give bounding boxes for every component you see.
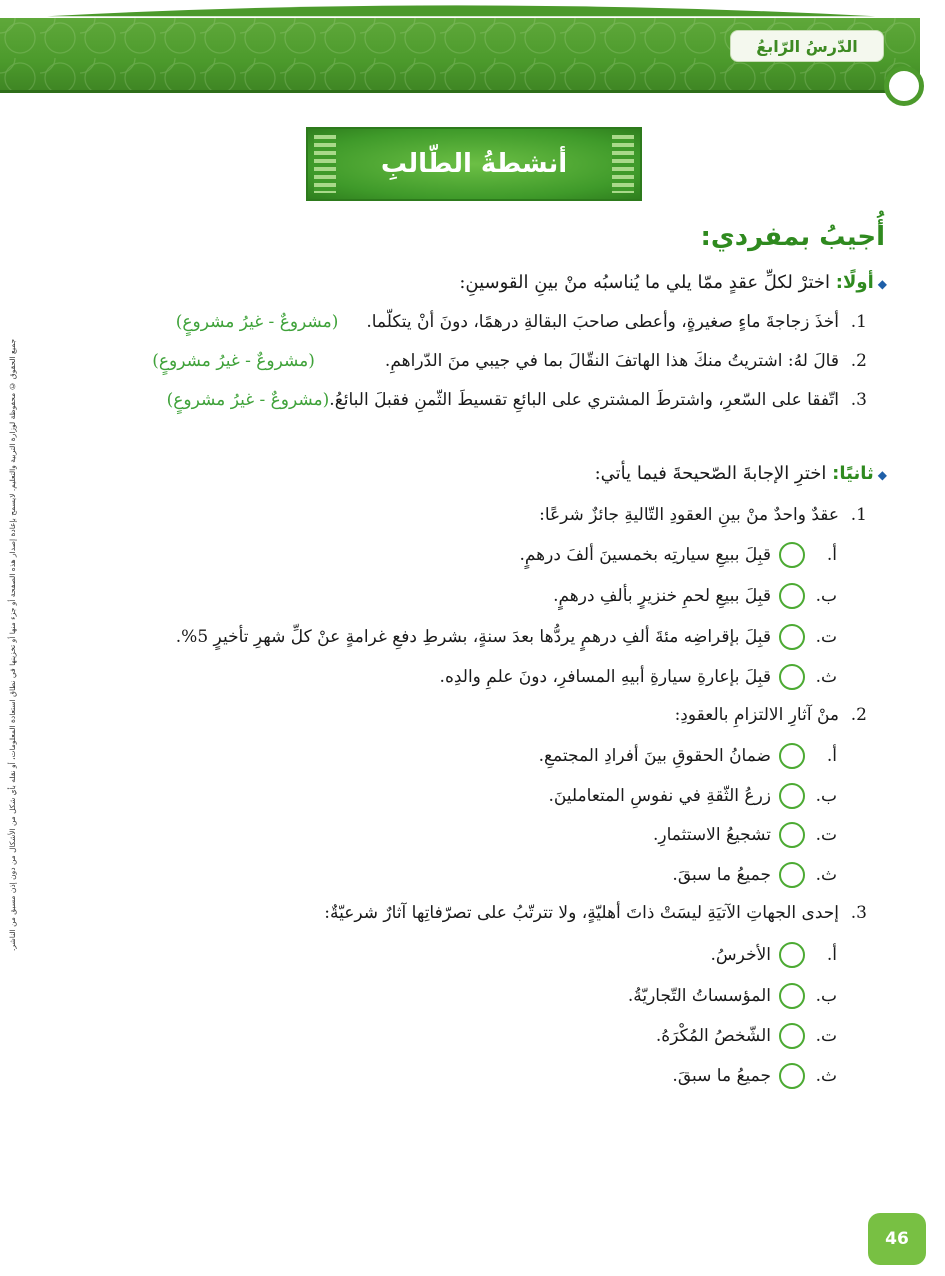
- diamond-bullet-icon: ◆: [877, 277, 887, 291]
- section2-label: ثانيًا:: [832, 463, 874, 484]
- question-text: عقدٌ واحدٌ منْ بينِ العقودِ التّاليةِ جائزٌ شرعًا:: [539, 505, 839, 525]
- q3-option-b[interactable]: [628, 983, 837, 1009]
- q1-option-a[interactable]: [519, 542, 837, 568]
- option-text: تشجيعُ الاستثمارِ.: [653, 825, 771, 845]
- option-text: قبِلَ ببيعِ سيارتِه بخمسينَ ألفَ درهمٍ.: [519, 545, 771, 565]
- section2-header: [595, 463, 887, 484]
- radio-circle[interactable]: [779, 822, 805, 848]
- choice-text: (مشروعٌ - غيرُ مشروعٍ): [152, 351, 315, 371]
- activities-title-text: أنشطةُ الطّالبِ: [380, 149, 568, 179]
- question-number: 2.: [850, 705, 867, 725]
- option-text: جميعُ ما سبقَ.: [672, 865, 771, 885]
- diamond-bullet-icon: ◆: [877, 468, 887, 482]
- option-letter: أ.: [826, 945, 837, 965]
- banner-curl: [0, 0, 945, 18]
- radio-circle[interactable]: [779, 542, 805, 568]
- option-letter: ب.: [815, 586, 837, 606]
- choice-text: (مشروعٌ - غيرُ مشروعٍ): [166, 390, 330, 410]
- q1-option-d[interactable]: [440, 664, 837, 690]
- option-text: ضمانُ الحقوقِ بينَ أفرادِ المجتمعِ.: [538, 746, 771, 766]
- radio-circle[interactable]: [779, 743, 805, 769]
- option-letter: ت.: [815, 1026, 837, 1046]
- radio-circle[interactable]: [779, 1023, 805, 1049]
- option-text: جميعُ ما سبقَ.: [672, 1066, 771, 1086]
- q2-option-a[interactable]: [539, 743, 837, 769]
- question-text: منْ آثارِ الالتزامِ بالعقودِ:: [674, 705, 839, 725]
- option-text: زرعُ الثّقةِ في نفوسِ المتعاملينَ.: [548, 786, 771, 806]
- activities-title: [306, 127, 642, 201]
- option-letter: ب.: [815, 986, 837, 1006]
- radio-circle[interactable]: [779, 983, 805, 1009]
- question-1: [539, 505, 867, 525]
- question-text: إحدى الجهاتِ الآتيَةِ ليسَتْ ذاتَ أهليّةٍ، ولا تترتّبُ على تصرّفاتِها آثارٌ شرعيّةٌ:: [324, 903, 839, 923]
- option-letter: ب.: [815, 786, 837, 806]
- option-text: قبِلَ بإعارةِ سيارةِ أبيهِ المسافرِ، دونَ علمِ والدِه.: [439, 667, 771, 687]
- s1-item-2: [152, 351, 867, 371]
- option-text: الشّخصُ المُكْرَهُ.: [655, 1026, 771, 1046]
- option-letter: أ.: [826, 545, 837, 565]
- item-text: قالَ لهُ: اشتريتُ منكَ هذا الهاتفَ النقّالَ بما في جيبي منَ الدّراهمِ.: [384, 351, 839, 371]
- q3-option-c[interactable]: [656, 1023, 837, 1049]
- q3-option-a[interactable]: [711, 942, 837, 968]
- option-text: قبِلَ ببيعِ لحمِ خنزيرٍ بألفِ درهمٍ.: [553, 586, 771, 606]
- question-number: 1.: [850, 505, 867, 525]
- option-letter: ت.: [815, 627, 837, 647]
- option-letter: ت.: [815, 825, 837, 845]
- radio-circle[interactable]: [779, 664, 805, 690]
- q2-option-b[interactable]: [548, 783, 837, 809]
- option-letter: ث.: [815, 667, 837, 687]
- page-number: 46: [868, 1213, 926, 1265]
- item-number: 2.: [850, 351, 867, 371]
- section-heading: أُجيبُ بمفردي:: [700, 222, 885, 252]
- s1-item-1: [176, 312, 867, 332]
- radio-circle[interactable]: [779, 624, 805, 650]
- q1-option-c[interactable]: [176, 624, 837, 650]
- question-number: 3.: [850, 903, 867, 923]
- section1-header: [459, 272, 887, 293]
- choice-text: (مشروعٌ - غيرُ مشروعٍ): [175, 312, 339, 332]
- option-text: المؤسساتُ التّجاريّةُ.: [627, 986, 771, 1006]
- radio-circle[interactable]: [779, 583, 805, 609]
- q2-option-d[interactable]: [672, 862, 837, 888]
- option-letter: ث.: [815, 865, 837, 885]
- option-letter: ث.: [815, 1066, 837, 1086]
- question-2: [675, 705, 867, 725]
- section1-instruction: اخترْ لكلِّ عقدٍ ممّا يلي ما يُناسبُه منْ بينِ القوسينِ:: [459, 272, 831, 293]
- radio-circle[interactable]: [779, 783, 805, 809]
- question-3: [324, 903, 867, 923]
- option-text: الأخرسُ.: [710, 945, 771, 965]
- ring-decoration: [884, 66, 924, 106]
- q2-option-c[interactable]: [653, 822, 837, 848]
- option-letter: أ.: [826, 746, 837, 766]
- option-text: قبِلَ بإقراضِه مئةَ ألفِ درهمٍ يردُّها بعدَ سنةٍ، بشرطِ دفعِ غرامةٍ عنْ كلِّ شهرِ تأخيرٍ 5%.: [175, 627, 771, 647]
- item-number: 1.: [850, 312, 867, 332]
- item-text: أخذَ زجاجةَ ماءٍ صغيرةٍ، وأعطى صاحبَ البقالةِ درهمًا، دونَ أنْ يتكلّما.: [366, 312, 839, 332]
- q3-option-d[interactable]: [672, 1063, 837, 1089]
- section1-label: أولًا:: [835, 272, 874, 293]
- radio-circle[interactable]: [779, 942, 805, 968]
- section2-instruction: اخترِ الإجابةَ الصّحيحةَ فيما يأتي:: [594, 463, 827, 484]
- radio-circle[interactable]: [779, 862, 805, 888]
- q1-option-b[interactable]: [553, 583, 837, 609]
- s1-item-3: [167, 390, 867, 410]
- item-number: 3.: [850, 390, 867, 410]
- copyright-note: جميع الحقوق © محفوظة لوزارة التربية والتعليم. لايسمح بإعادة إصدار هذه الصفحة أو جزء منها أو تخزينها في نطاق استعادة المعلومات، أو نقله بأي شكل من الأشكال من دون إذن مسبق من الناشر.: [8, 338, 17, 952]
- item-text: اتّفقا على السّعرِ، واشترطَ المشتري على البائعِ تقسيطَ الثّمنِ فقبلَ البائعُ.: [329, 390, 839, 410]
- radio-circle[interactable]: [779, 1063, 805, 1089]
- lesson-label: الدّرسُ الرّابعُ: [730, 30, 884, 62]
